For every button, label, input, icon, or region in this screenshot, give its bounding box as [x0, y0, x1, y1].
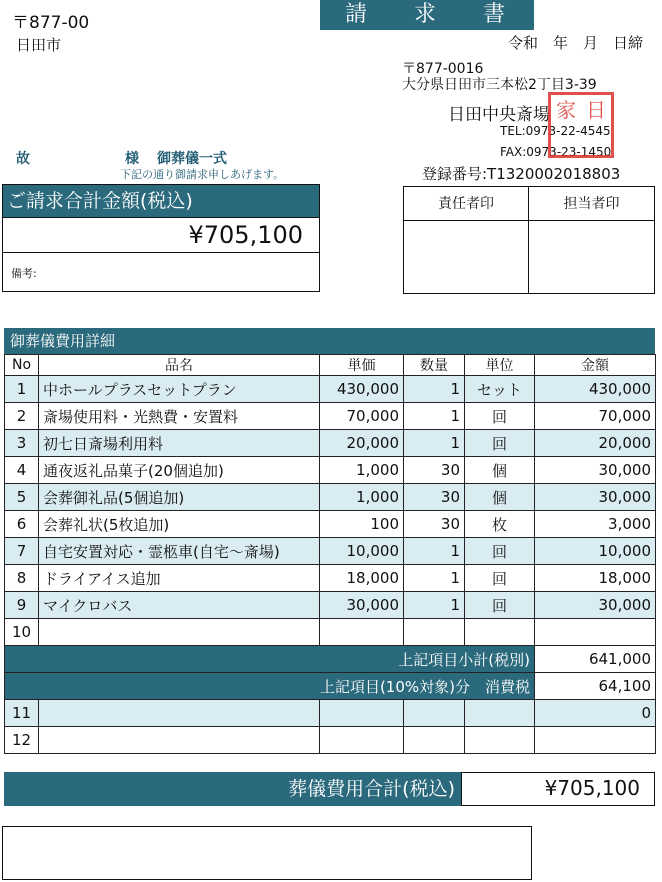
row-qty: 1	[404, 403, 465, 430]
row-item: 初七日斎場利用料	[39, 430, 320, 457]
tax-row	[5, 673, 656, 700]
detail-table	[4, 354, 656, 754]
issuer-postal: 〒877-0016	[402, 61, 484, 77]
row-amount: 30,000	[535, 592, 656, 619]
subtotal-value: 641,000	[535, 646, 656, 673]
row-price: 1,000	[320, 457, 404, 484]
row-amount: 70,000	[535, 403, 656, 430]
issuer-address: 大分県日田市三本松2丁目3-39	[402, 77, 597, 93]
stamp-char: 日	[586, 98, 606, 122]
total-amount: ¥705,100	[3, 217, 319, 253]
row-no: 3	[5, 430, 39, 457]
subject: 御葬儀一式	[157, 151, 227, 167]
row-price	[320, 727, 404, 754]
row-price: 20,000	[320, 430, 404, 457]
row-unit: 回	[465, 592, 535, 619]
table-row	[5, 565, 656, 592]
row-amount: 30,000	[535, 457, 656, 484]
total-label: ご請求合計金額(税込)	[3, 185, 319, 217]
total-box	[2, 184, 320, 292]
seal-responsible-area	[404, 221, 529, 293]
recipient-postal: 〒877-00	[12, 13, 90, 33]
row-item: 斎場使用料・光熱費・安置料	[39, 403, 320, 430]
row-price: 70,000	[320, 403, 404, 430]
row-price: 10,000	[320, 538, 404, 565]
table-row	[5, 727, 656, 754]
row-item: 自宅安置対応・霊柩車(自宅〜斎場)	[39, 538, 320, 565]
row-unit: 個	[465, 457, 535, 484]
honorific-prefix: 故	[16, 151, 30, 167]
row-price: 1,000	[320, 484, 404, 511]
table-row	[5, 700, 656, 727]
row-amount	[535, 619, 656, 646]
col-header-qty: 数量	[404, 355, 465, 376]
recipient-city: 日田市	[16, 36, 62, 54]
row-unit: 回	[465, 565, 535, 592]
row-item	[39, 619, 320, 646]
row-no: 12	[5, 727, 39, 754]
honorific: 様	[125, 151, 139, 167]
table-row	[5, 511, 656, 538]
row-qty: 30	[404, 457, 465, 484]
table-row	[5, 403, 656, 430]
row-no: 1	[5, 376, 39, 403]
row-item: 通夜返礼品菓子(20個追加)	[39, 457, 320, 484]
row-amount: 0	[535, 700, 656, 727]
billing-note: 下記の通り御請求申しあげます。	[120, 168, 285, 181]
row-unit	[465, 700, 535, 727]
company-seal-stamp	[548, 92, 614, 158]
row-amount: 3,000	[535, 511, 656, 538]
col-header-unit: 単位	[465, 355, 535, 376]
table-row	[5, 376, 656, 403]
row-price: 30,000	[320, 592, 404, 619]
row-amount: 430,000	[535, 376, 656, 403]
row-price: 100	[320, 511, 404, 538]
row-qty	[404, 700, 465, 727]
row-qty: 1	[404, 538, 465, 565]
seal-responsible-label: 責任者印	[404, 187, 529, 221]
row-qty: 30	[404, 511, 465, 538]
row-no: 8	[5, 565, 39, 592]
bottom-notes-box	[2, 826, 532, 880]
row-no: 11	[5, 700, 39, 727]
row-no: 6	[5, 511, 39, 538]
row-amount: 20,000	[535, 430, 656, 457]
table-row	[5, 484, 656, 511]
row-item	[39, 700, 320, 727]
table-row	[5, 538, 656, 565]
row-no: 9	[5, 592, 39, 619]
row-no: 5	[5, 484, 39, 511]
row-qty: 30	[404, 484, 465, 511]
col-header-amount: 金額	[535, 355, 656, 376]
row-qty	[404, 619, 465, 646]
row-item: マイクロバス	[39, 592, 320, 619]
issuer-fax: FAX:0973-23-1450	[500, 145, 612, 159]
row-price	[320, 700, 404, 727]
row-item: 中ホールプラスセットプラン	[39, 376, 320, 403]
issuer-registration: 登録番号:T1320002018803	[422, 165, 621, 183]
row-unit	[465, 727, 535, 754]
row-no: 7	[5, 538, 39, 565]
table-row	[5, 619, 656, 646]
row-item: ドライアイス追加	[39, 565, 320, 592]
row-amount	[535, 727, 656, 754]
row-amount: 18,000	[535, 565, 656, 592]
grand-total-value: ¥705,100	[461, 772, 655, 806]
row-qty: 1	[404, 565, 465, 592]
table-row	[5, 592, 656, 619]
row-no: 2	[5, 403, 39, 430]
detail-section-title: 御葬儀費用詳細	[4, 328, 655, 354]
row-amount: 30,000	[535, 484, 656, 511]
row-item: 会葬御礼品(5個追加)	[39, 484, 320, 511]
row-price	[320, 619, 404, 646]
remarks-label: 備考:	[11, 267, 37, 280]
seal-boxes	[403, 186, 655, 294]
col-header-no: No	[5, 355, 39, 376]
seal-staff-area	[529, 221, 654, 293]
tax-label: 上記項目(10%対象)分 消費税	[5, 673, 535, 700]
document-title: 請 求 書	[320, 0, 534, 30]
issuer-tel: TEL:0973-22-4545	[500, 124, 611, 138]
row-unit: 枚	[465, 511, 535, 538]
seal-staff-label: 担当者印	[529, 187, 654, 221]
table-row	[5, 430, 656, 457]
stamp-char: 家	[556, 98, 576, 122]
row-unit: セット	[465, 376, 535, 403]
col-header-item: 品名	[39, 355, 320, 376]
row-no: 10	[5, 619, 39, 646]
row-item	[39, 727, 320, 754]
row-no: 4	[5, 457, 39, 484]
tax-value: 64,100	[535, 673, 656, 700]
row-unit: 回	[465, 403, 535, 430]
row-amount: 10,000	[535, 538, 656, 565]
table-row	[5, 457, 656, 484]
row-unit: 回	[465, 538, 535, 565]
row-unit	[465, 619, 535, 646]
row-qty: 1	[404, 376, 465, 403]
grand-total-label: 葬儀費用合計(税込)	[4, 772, 461, 806]
row-item: 会葬礼状(5枚追加)	[39, 511, 320, 538]
row-qty: 1	[404, 592, 465, 619]
col-header-price: 単価	[320, 355, 404, 376]
row-unit: 回	[465, 430, 535, 457]
subtotal-label: 上記項目小計(税別)	[5, 646, 535, 673]
detail-header-row	[5, 355, 656, 376]
subtotal-row	[5, 646, 656, 673]
row-price: 18,000	[320, 565, 404, 592]
row-qty: 1	[404, 430, 465, 457]
row-price: 430,000	[320, 376, 404, 403]
issuer-name: 日田中央斎場	[448, 105, 550, 125]
date-line: 令和 年 月 日締	[508, 34, 644, 52]
row-unit: 個	[465, 484, 535, 511]
row-qty	[404, 727, 465, 754]
